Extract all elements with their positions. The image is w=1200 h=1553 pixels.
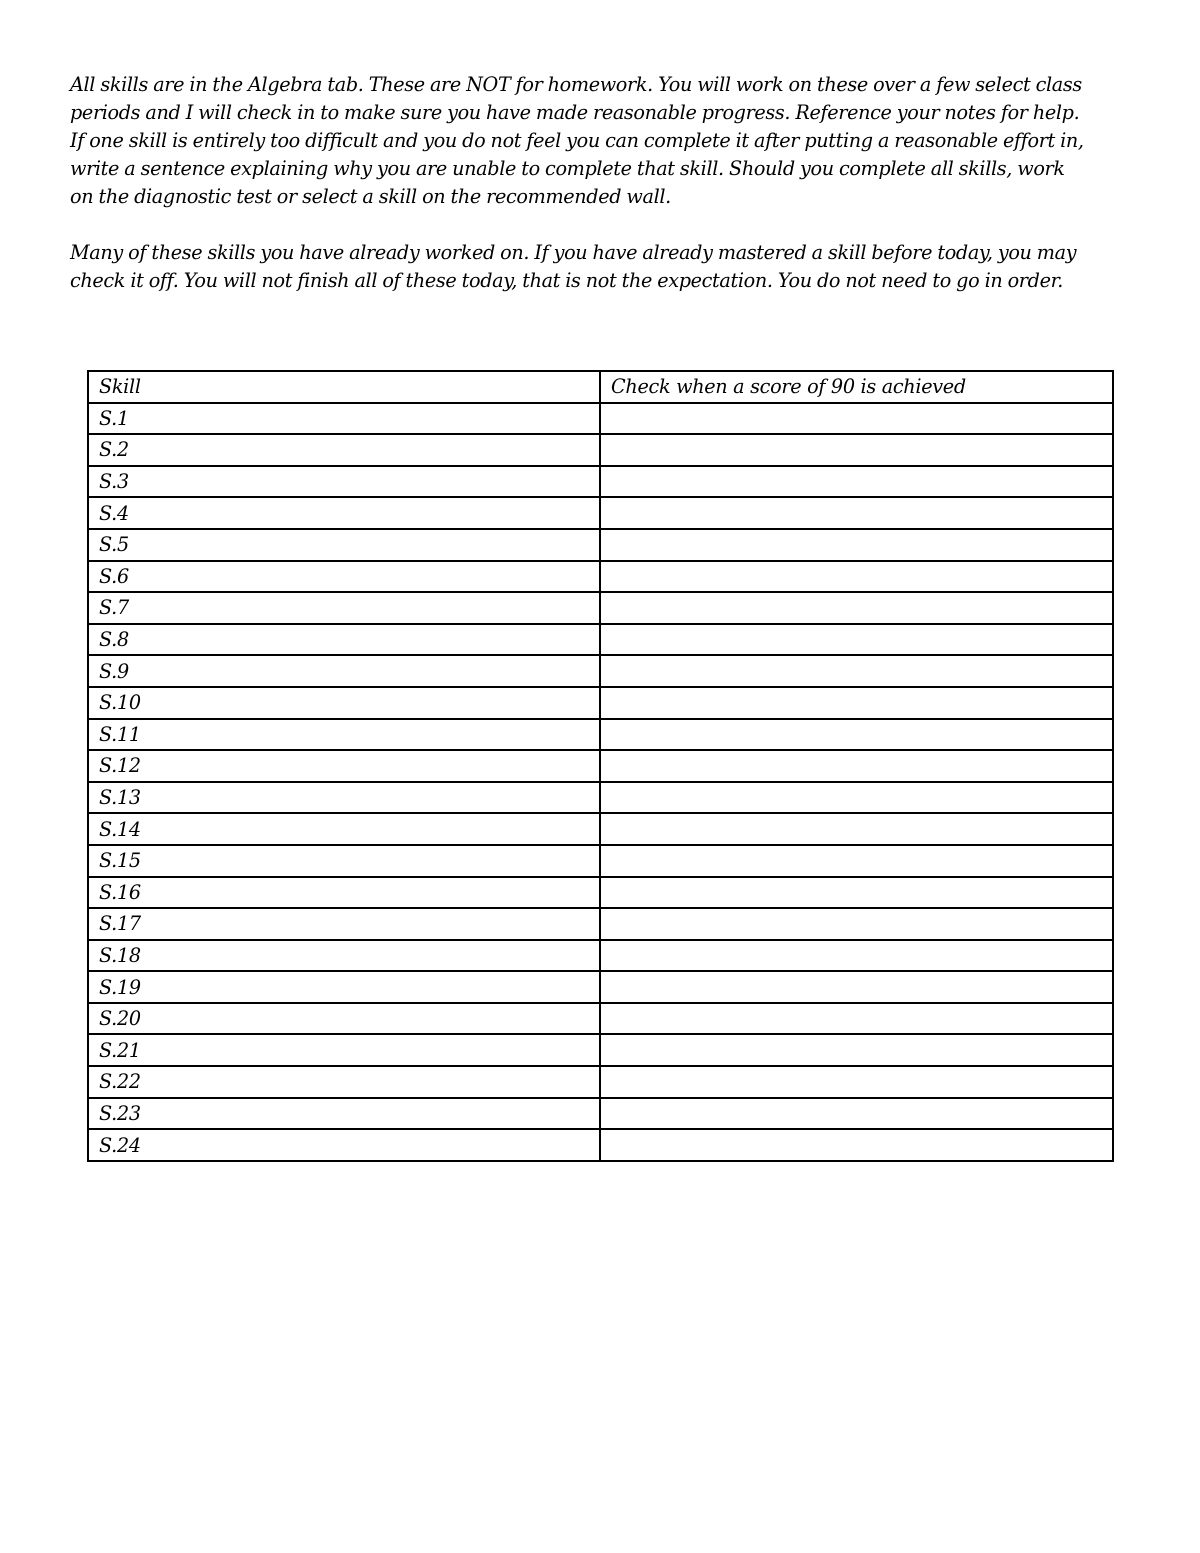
check-cell[interactable] [600,592,1113,624]
check-cell[interactable] [600,624,1113,656]
table-row [88,687,1113,719]
table-row [88,403,1113,435]
table-row [88,561,1113,593]
check-cell[interactable] [600,1129,1113,1161]
skill-cell: S.23 [88,1098,600,1130]
header-skill: Skill [88,371,600,403]
skill-cell: S.17 [88,908,600,940]
check-cell[interactable] [600,908,1113,940]
table-row [88,624,1113,656]
table-row [88,1003,1113,1035]
table-header-row [88,371,1113,403]
check-cell[interactable] [600,1066,1113,1098]
skill-cell: S.3 [88,466,600,498]
check-cell[interactable] [600,466,1113,498]
skill-cell: S.20 [88,1003,600,1035]
skill-cell: S.10 [88,687,600,719]
check-cell[interactable] [600,403,1113,435]
table-row [88,813,1113,845]
skill-cell: S.12 [88,750,600,782]
skill-cell: S.22 [88,1066,600,1098]
check-cell[interactable] [600,497,1113,529]
check-cell[interactable] [600,940,1113,972]
table-row [88,1066,1113,1098]
check-cell[interactable] [600,877,1113,909]
check-cell[interactable] [600,845,1113,877]
skill-cell: S.4 [88,497,600,529]
table-row [88,1098,1113,1130]
table-row [88,466,1113,498]
check-cell[interactable] [600,655,1113,687]
skill-cell: S.14 [88,813,600,845]
table-row [88,908,1113,940]
check-cell[interactable] [600,529,1113,561]
table-row [88,845,1113,877]
skill-cell: S.2 [88,434,600,466]
instructions-line: If one skill is entirely too difficult and you do not feel you can complete it after putting a reasonable effort in, [70,129,1084,152]
instructions-line: All skills are in the Algebra tab. These are NOT for homework. You will work on these over a few select class [70,73,1082,96]
check-cell[interactable] [600,750,1113,782]
check-cell[interactable] [600,1003,1113,1035]
instructions-line: periods and I will check in to make sure you have made reasonable progress. Reference your notes for help. [70,101,1080,124]
instructions [70,71,1140,295]
check-cell[interactable] [600,1034,1113,1066]
skill-cell: S.8 [88,624,600,656]
skill-cell: S.16 [88,877,600,909]
check-cell[interactable] [600,561,1113,593]
table-row [88,750,1113,782]
table-row [88,655,1113,687]
skill-cell: S.5 [88,529,600,561]
instructions-line: on the diagnostic test or select a skill on the recommended wall. [70,185,671,208]
check-cell[interactable] [600,971,1113,1003]
instructions-line: write a sentence explaining why you are unable to complete that skill. Should you complete all skills, work [70,157,1065,180]
table-row [88,940,1113,972]
check-cell[interactable] [600,434,1113,466]
table-row [88,497,1113,529]
check-cell[interactable] [600,813,1113,845]
skill-cell: S.1 [88,403,600,435]
skills-table-body [88,371,1113,1161]
table-row [88,434,1113,466]
skill-cell: S.6 [88,561,600,593]
instructions-line: Many of these skills you have already worked on. If you have already mastered a skill before today, you may [70,241,1077,264]
instructions-line: check it off. You will not finish all of these today, that is not the expectation. You do not need to go in order. [70,269,1064,292]
table-row [88,1034,1113,1066]
skill-cell: S.11 [88,719,600,751]
table-row [88,971,1113,1003]
table-row [88,1129,1113,1161]
skill-cell: S.7 [88,592,600,624]
skill-cell: S.24 [88,1129,600,1161]
skill-cell: S.13 [88,782,600,814]
check-cell[interactable] [600,687,1113,719]
check-cell[interactable] [600,1098,1113,1130]
skill-cell: S.9 [88,655,600,687]
table-row [88,529,1113,561]
skill-cell: S.18 [88,940,600,972]
skill-cell: S.21 [88,1034,600,1066]
skills-table [87,370,1114,1162]
skill-cell: S.15 [88,845,600,877]
skill-cell: S.19 [88,971,600,1003]
table-row [88,719,1113,751]
check-cell[interactable] [600,782,1113,814]
paragraph-gap [70,211,1140,239]
check-cell[interactable] [600,719,1113,751]
table-row [88,877,1113,909]
table-row [88,592,1113,624]
table-row [88,782,1113,814]
header-check: Check when a score of 90 is achieved [600,371,1113,403]
